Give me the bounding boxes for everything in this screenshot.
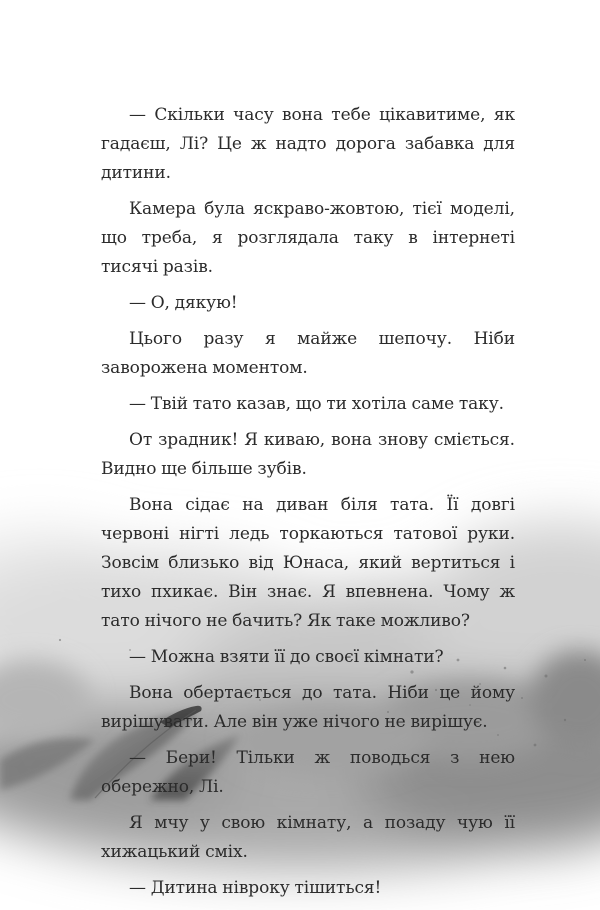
- paragraph-12: — Дитина нівроку тішиться!: [129, 878, 382, 898]
- paragraph-3: — О, дякую!: [129, 293, 238, 313]
- paragraph-10: — Бери! Тільки ж поводься з нею обережно, Лі.: [101, 748, 515, 797]
- paragraph-7: Вона сідає на диван біля тата. Її довгі червоні нігті ледь торкаються татової руки. Зовсім близько від Юнаса, який вертиться і тихо пхикає. Він знає. Я впевнена. Чому ж тато нічого не бачить? Як таке можливо?: [101, 495, 515, 631]
- paragraph-6: От зрадник! Я киваю, вона знову сміється. Видно ще більше зубів.: [101, 430, 515, 479]
- paragraph-8: — Можна взяти її до своєї кімнати?: [129, 647, 444, 667]
- paragraph-11: Я мчу у свою кімнату, а позаду чую її хижацький сміх.: [101, 813, 515, 862]
- paragraph-2: Камера була яскраво-жовтою, тієї моделі, що треба, я розглядала таку в інтернеті тисячі разів.: [101, 199, 515, 277]
- story-text: [101, 101, 515, 910]
- paragraph-1: — Скільки часу вона тебе цікавитиме, як гадаєш, Лі? Це ж надто дорога забавка для дитини.: [101, 105, 515, 183]
- paragraph-5: — Твій тато казав, що ти хотіла саме таку.: [129, 394, 504, 414]
- paragraph-4: Цього разу я майже шепочу. Ніби заворожена моментом.: [101, 329, 515, 378]
- paragraph-9: Вона обертається до тата. Ніби це йому вирішувати. Але він уже нічого не вирішує.: [101, 683, 515, 732]
